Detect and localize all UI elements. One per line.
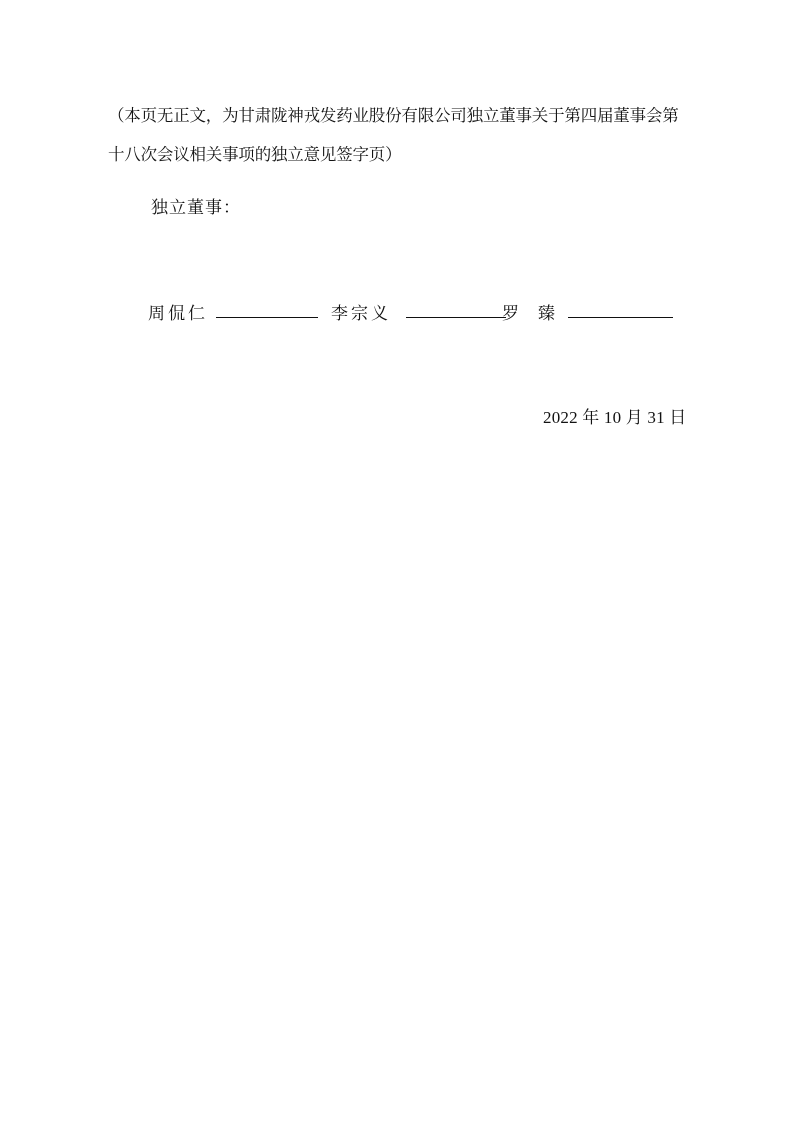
independent-directors-label: 独立董事： — [151, 198, 241, 217]
signature-line — [568, 317, 673, 318]
closing-statement-line-1: （本页无正文，为甘肃陇神戎发药业股份有限公司独立董事关于第四届董事会第 — [108, 106, 679, 125]
signer-name-zhou-kanren: 周侃仁 — [148, 304, 208, 323]
closing-statement-line-2: 十八次会议相关事项的独立意见签字页） — [108, 145, 402, 164]
signature-line — [216, 317, 318, 318]
signature-line — [406, 317, 506, 318]
document-date: 2022 年 10 月 31 日 — [543, 408, 687, 427]
closing-statement — [108, 96, 680, 174]
signer-name-luo-zhen: 罗 臻 — [502, 304, 556, 323]
signer-name-li-zongyi: 李宗义 — [331, 304, 391, 323]
